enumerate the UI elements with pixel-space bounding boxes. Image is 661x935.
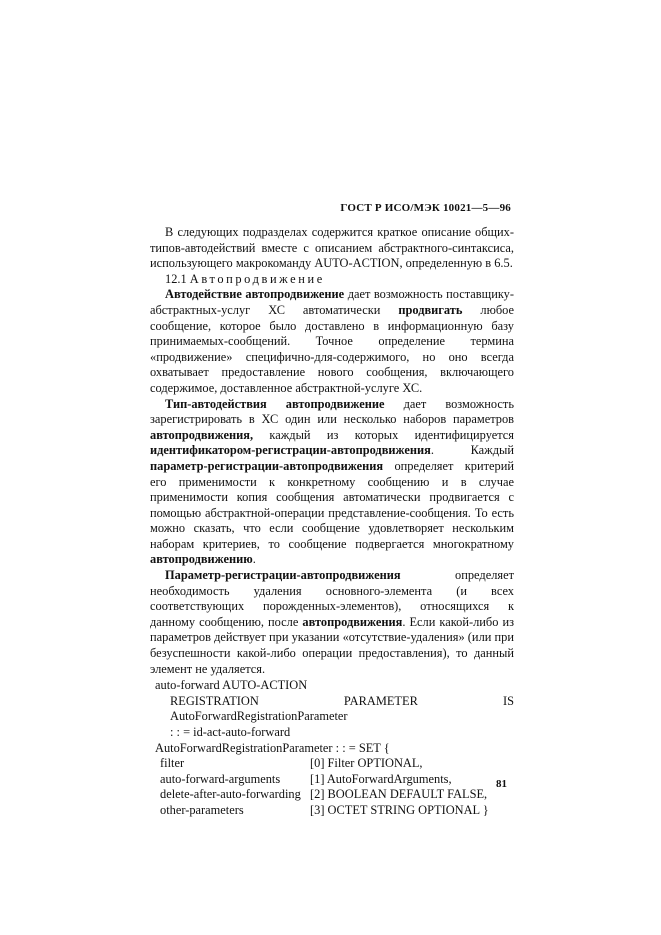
code-field-row [150, 803, 514, 819]
paragraph-text: любое сообщение, которое было доставлено в информационную базу принимаемых-сообщений. Точное определение термина «продвижение» специфично-для-содержимого, но оно всегда охватывает предоставление нового сообщения, включающего содержимое, доставленное абстрактной-услуге ХС. [150, 302, 514, 395]
paragraph-text: определяет необходимость удаления основного-элемента (и всех соответствующих порожденных-элементов), относящихся к данному сообщению, после [150, 568, 514, 629]
term-bold: параметр-регистрации-автопродвижения [150, 458, 384, 473]
field-name: auto-forward-arguments [160, 771, 281, 786]
paragraph-text: дает возможность поставщику-абстрактных-услуг ХС автоматически [150, 287, 514, 317]
term-bold: идентификатором-регистрации-автопродвижения [150, 443, 431, 458]
section-title: Автопродвижение [189, 271, 325, 286]
page-number: 81 [496, 778, 507, 790]
field-type: [2] BOOLEAN DEFAULT FALSE, [310, 787, 488, 802]
field-name: filter [160, 756, 185, 771]
term-bold: Автодействие автопродвижение [165, 287, 345, 302]
section-heading [150, 272, 514, 288]
field-type: [1] AutoForwardArguments, [310, 771, 452, 786]
body-text [150, 225, 514, 819]
code-field-row [150, 772, 514, 788]
code-line: : : = id-act-auto-forward [170, 725, 291, 739]
asn1-definition [150, 678, 514, 818]
field-type: [0] Filter OPTIONAL, [310, 756, 423, 771]
field-name: delete-after-auto-forwarding [160, 787, 301, 802]
paragraph-text: . [252, 552, 256, 567]
code-line: auto-forward AUTO-ACTION [155, 678, 308, 693]
paragraph-text: определяет критерий его применимости к конкретному сообщению и в случае применимости копия сообщения автоматически продвигается с помощью абстрактной-операции представление-сообщения. То есть можно сказать, что если сообщение удовлетворяет нескольким наборам критериев, то сообщение подвергается многократному [150, 458, 514, 551]
term-bold: автопродвижения [302, 614, 403, 629]
term-bold: Тип-автодействия автопродвижение [165, 396, 385, 411]
paragraph-text: каждый из которых идентифицируется [253, 427, 514, 442]
paragraph-text: дает возможность зарегистрировать в ХС один или несколько наборов параметров [150, 396, 514, 427]
code-line: REGISTRATION PARAMETER IS AutoForwardRegistrationParameter [170, 693, 514, 724]
paragraph-auto-forward-description [150, 287, 514, 396]
term-bold: продвигать [398, 302, 463, 317]
code-field-row [150, 787, 514, 803]
section-number: 12.1 [165, 271, 187, 286]
paragraph-text: . Каждый [430, 443, 514, 458]
standard-header: ГОСТ Р ИСО/МЭК 10021—5—96 [340, 202, 511, 214]
term-bold: автопродвижению [150, 552, 253, 567]
code-line: AutoForwardRegistrationParameter : : = SET { [155, 740, 390, 755]
field-name: other-parameters [160, 802, 244, 817]
paragraph-registration-parameter [150, 568, 514, 677]
term-bold: автопродвижения, [150, 427, 254, 442]
paragraph-auto-forward-type [150, 397, 514, 569]
intro-paragraph: В следующих подразделах содержится краткое описание общих-типов-автодействий вместе с описанием абстрактного-синтаксиса, использующего макрокоманду AUTO-ACTION, определенную в 6.5. [150, 225, 514, 271]
paragraph-text: . Если какой-либо из параметров действует при указании «отсутствие-удаления» (или при безуспешности какой-либо операции предоставления), то данный элемент не удаляется. [150, 614, 514, 676]
field-type: [3] OCTET STRING OPTIONAL } [310, 802, 489, 817]
term-bold: Параметр-регистрации-автопродвижения [165, 568, 401, 583]
code-field-row [150, 756, 514, 772]
